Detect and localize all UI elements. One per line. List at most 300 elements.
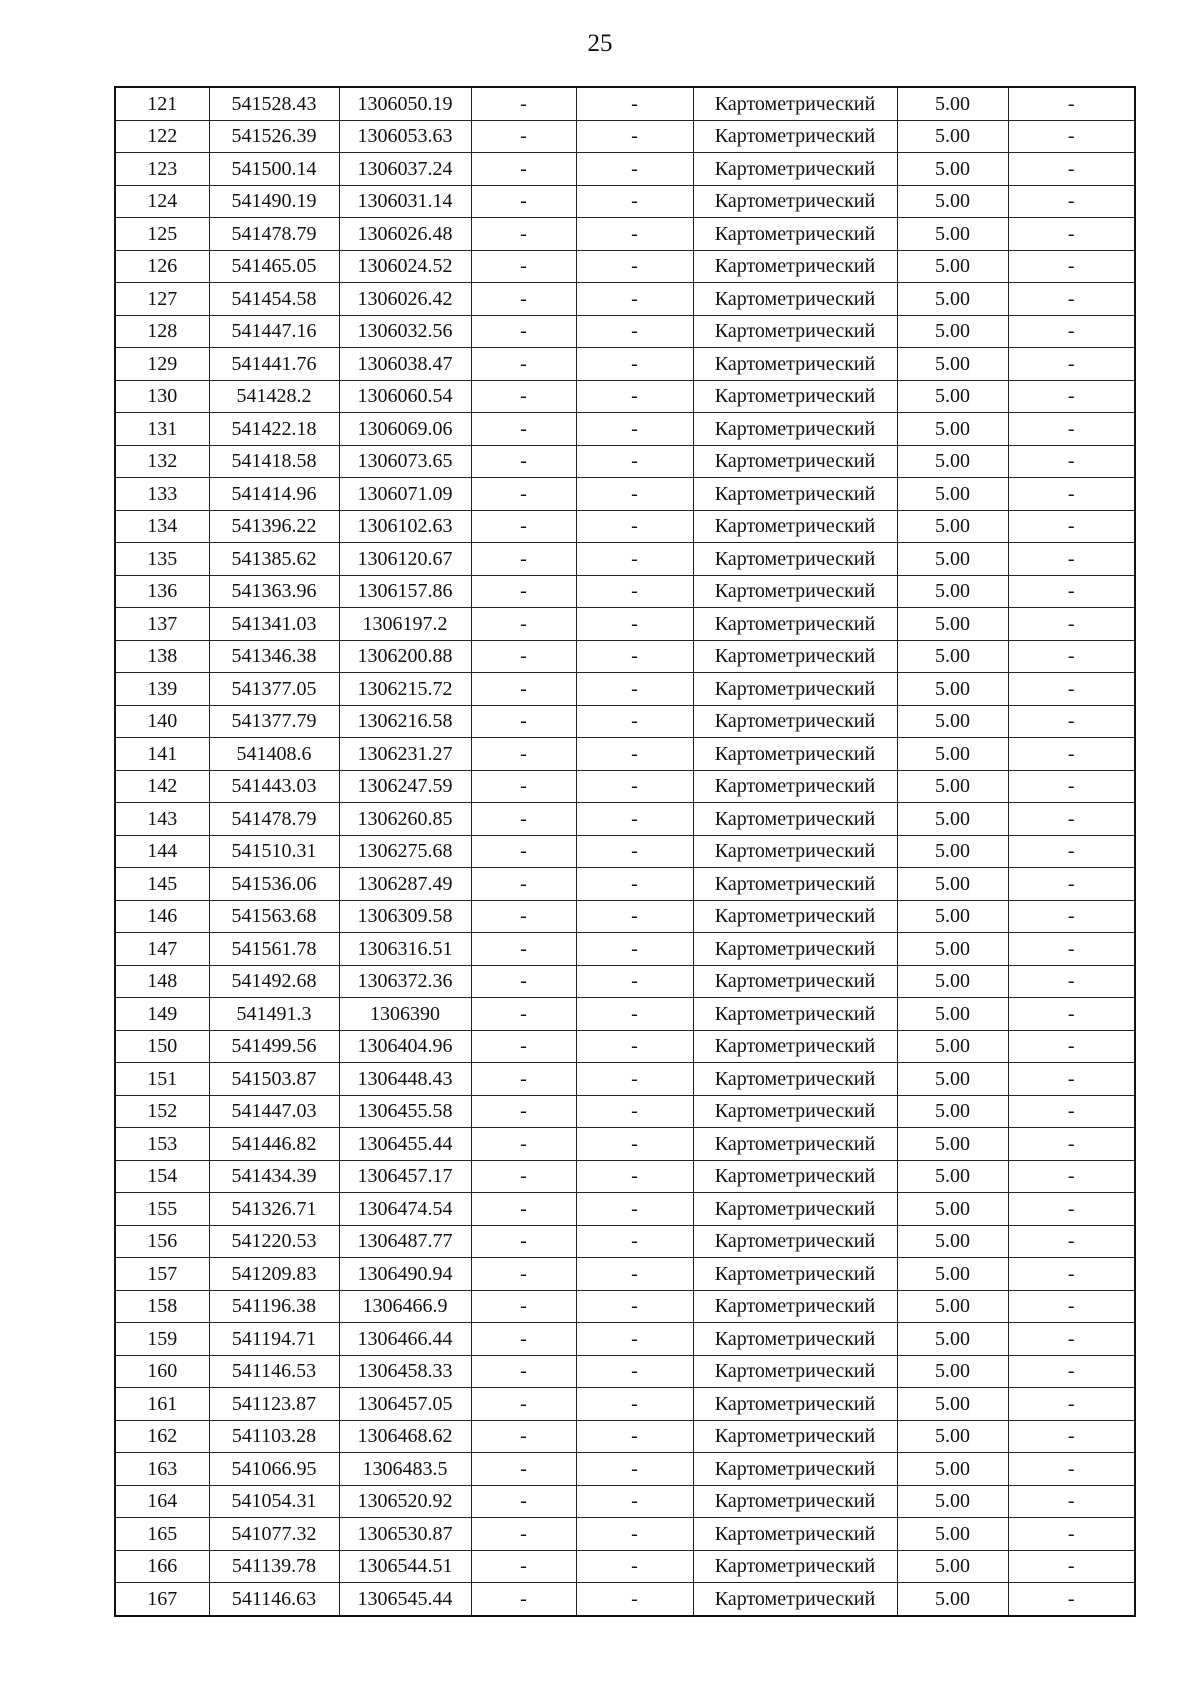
dash-cell: - xyxy=(576,1583,693,1616)
table-row xyxy=(115,1583,1135,1616)
point-number-cell: 143 xyxy=(115,803,209,836)
dash-cell: - xyxy=(471,933,576,966)
method-cell: Картометрический xyxy=(693,835,897,868)
dash-cell: - xyxy=(1008,835,1135,868)
dash-cell: - xyxy=(576,380,693,413)
dash-cell: - xyxy=(576,673,693,706)
point-number-cell: 141 xyxy=(115,738,209,771)
point-number-cell: 125 xyxy=(115,218,209,251)
dash-cell: - xyxy=(1008,770,1135,803)
table-row xyxy=(115,1355,1135,1388)
point-number-cell: 132 xyxy=(115,445,209,478)
table-row xyxy=(115,640,1135,673)
method-cell: Картометрический xyxy=(693,803,897,836)
x-coordinate-cell: 541363.96 xyxy=(209,575,339,608)
dash-cell: - xyxy=(576,413,693,446)
y-coordinate-cell: 1306032.56 xyxy=(339,315,471,348)
y-coordinate-cell: 1306483.5 xyxy=(339,1453,471,1486)
dash-cell: - xyxy=(1008,608,1135,641)
method-cell: Картометрический xyxy=(693,250,897,283)
accuracy-cell: 5.00 xyxy=(897,1290,1008,1323)
point-number-cell: 162 xyxy=(115,1420,209,1453)
dash-cell: - xyxy=(1008,315,1135,348)
method-cell: Картометрический xyxy=(693,705,897,738)
point-number-cell: 156 xyxy=(115,1225,209,1258)
y-coordinate-cell: 1306260.85 xyxy=(339,803,471,836)
method-cell: Картометрический xyxy=(693,1290,897,1323)
dash-cell: - xyxy=(1008,543,1135,576)
point-number-cell: 138 xyxy=(115,640,209,673)
y-coordinate-cell: 1306287.49 xyxy=(339,868,471,901)
dash-cell: - xyxy=(1008,705,1135,738)
dash-cell: - xyxy=(576,608,693,641)
dash-cell: - xyxy=(471,1453,576,1486)
dash-cell: - xyxy=(576,868,693,901)
point-number-cell: 134 xyxy=(115,510,209,543)
y-coordinate-cell: 1306316.51 xyxy=(339,933,471,966)
dash-cell: - xyxy=(1008,1388,1135,1421)
x-coordinate-cell: 541385.62 xyxy=(209,543,339,576)
dash-cell: - xyxy=(471,1128,576,1161)
x-coordinate-cell: 541447.03 xyxy=(209,1095,339,1128)
dash-cell: - xyxy=(576,1355,693,1388)
method-cell: Картометрический xyxy=(693,1550,897,1583)
dash-cell: - xyxy=(471,640,576,673)
table-row xyxy=(115,1453,1135,1486)
y-coordinate-cell: 1306053.63 xyxy=(339,120,471,153)
point-number-cell: 123 xyxy=(115,153,209,186)
point-number-cell: 130 xyxy=(115,380,209,413)
y-coordinate-cell: 1306455.44 xyxy=(339,1128,471,1161)
x-coordinate-cell: 541528.43 xyxy=(209,87,339,120)
y-coordinate-cell: 1306215.72 xyxy=(339,673,471,706)
point-number-cell: 164 xyxy=(115,1485,209,1518)
x-coordinate-cell: 541500.14 xyxy=(209,153,339,186)
y-coordinate-cell: 1306466.9 xyxy=(339,1290,471,1323)
table-row xyxy=(115,283,1135,316)
method-cell: Картометрический xyxy=(693,965,897,998)
accuracy-cell: 5.00 xyxy=(897,1583,1008,1616)
method-cell: Картометрический xyxy=(693,608,897,641)
y-coordinate-cell: 1306448.43 xyxy=(339,1063,471,1096)
dash-cell: - xyxy=(471,608,576,641)
x-coordinate-cell: 541454.58 xyxy=(209,283,339,316)
dash-cell: - xyxy=(1008,1323,1135,1356)
table-row xyxy=(115,185,1135,218)
point-number-cell: 137 xyxy=(115,608,209,641)
x-coordinate-cell: 541414.96 xyxy=(209,478,339,511)
dash-cell: - xyxy=(576,348,693,381)
x-coordinate-cell: 541341.03 xyxy=(209,608,339,641)
x-coordinate-cell: 541103.28 xyxy=(209,1420,339,1453)
dash-cell: - xyxy=(1008,153,1135,186)
point-number-cell: 158 xyxy=(115,1290,209,1323)
dash-cell: - xyxy=(576,478,693,511)
dash-cell: - xyxy=(576,315,693,348)
dash-cell: - xyxy=(471,900,576,933)
coordinates-table xyxy=(114,86,1136,1617)
dash-cell: - xyxy=(471,738,576,771)
method-cell: Картометрический xyxy=(693,1225,897,1258)
table-row xyxy=(115,1160,1135,1193)
dash-cell: - xyxy=(471,1030,576,1063)
accuracy-cell: 5.00 xyxy=(897,1030,1008,1063)
dash-cell: - xyxy=(471,413,576,446)
dash-cell: - xyxy=(576,1193,693,1226)
method-cell: Картометрический xyxy=(693,1193,897,1226)
table-row xyxy=(115,1225,1135,1258)
dash-cell: - xyxy=(576,640,693,673)
table-row xyxy=(115,1420,1135,1453)
table-row xyxy=(115,1258,1135,1291)
point-number-cell: 139 xyxy=(115,673,209,706)
dash-cell: - xyxy=(471,998,576,1031)
dash-cell: - xyxy=(471,1258,576,1291)
method-cell: Картометрический xyxy=(693,153,897,186)
dash-cell: - xyxy=(1008,348,1135,381)
method-cell: Картометрический xyxy=(693,120,897,153)
y-coordinate-cell: 1306050.19 xyxy=(339,87,471,120)
accuracy-cell: 5.00 xyxy=(897,1453,1008,1486)
point-number-cell: 159 xyxy=(115,1323,209,1356)
method-cell: Картометрический xyxy=(693,380,897,413)
dash-cell: - xyxy=(1008,283,1135,316)
point-number-cell: 145 xyxy=(115,868,209,901)
dash-cell: - xyxy=(576,1420,693,1453)
y-coordinate-cell: 1306520.92 xyxy=(339,1485,471,1518)
dash-cell: - xyxy=(1008,575,1135,608)
dash-cell: - xyxy=(1008,1583,1135,1616)
x-coordinate-cell: 541066.95 xyxy=(209,1453,339,1486)
y-coordinate-cell: 1306309.58 xyxy=(339,900,471,933)
y-coordinate-cell: 1306458.33 xyxy=(339,1355,471,1388)
x-coordinate-cell: 541428.2 xyxy=(209,380,339,413)
dash-cell: - xyxy=(576,705,693,738)
accuracy-cell: 5.00 xyxy=(897,445,1008,478)
accuracy-cell: 5.00 xyxy=(897,380,1008,413)
y-coordinate-cell: 1306457.05 xyxy=(339,1388,471,1421)
dash-cell: - xyxy=(576,1550,693,1583)
x-coordinate-cell: 541443.03 xyxy=(209,770,339,803)
x-coordinate-cell: 541561.78 xyxy=(209,933,339,966)
x-coordinate-cell: 541465.05 xyxy=(209,250,339,283)
x-coordinate-cell: 541196.38 xyxy=(209,1290,339,1323)
x-coordinate-cell: 541139.78 xyxy=(209,1550,339,1583)
dash-cell: - xyxy=(1008,1420,1135,1453)
y-coordinate-cell: 1306073.65 xyxy=(339,445,471,478)
y-coordinate-cell: 1306545.44 xyxy=(339,1583,471,1616)
accuracy-cell: 5.00 xyxy=(897,900,1008,933)
table-row xyxy=(115,835,1135,868)
table-row xyxy=(115,348,1135,381)
table-row xyxy=(115,673,1135,706)
dash-cell: - xyxy=(471,543,576,576)
method-cell: Картометрический xyxy=(693,933,897,966)
dash-cell: - xyxy=(576,1453,693,1486)
dash-cell: - xyxy=(576,1485,693,1518)
point-number-cell: 122 xyxy=(115,120,209,153)
dash-cell: - xyxy=(471,380,576,413)
dash-cell: - xyxy=(471,1583,576,1616)
table-row xyxy=(115,770,1135,803)
accuracy-cell: 5.00 xyxy=(897,348,1008,381)
dash-cell: - xyxy=(471,348,576,381)
method-cell: Картометрический xyxy=(693,1128,897,1161)
table-row xyxy=(115,738,1135,771)
point-number-cell: 135 xyxy=(115,543,209,576)
point-number-cell: 127 xyxy=(115,283,209,316)
dash-cell: - xyxy=(1008,640,1135,673)
table-row xyxy=(115,803,1135,836)
point-number-cell: 121 xyxy=(115,87,209,120)
dash-cell: - xyxy=(1008,803,1135,836)
table-row xyxy=(115,1128,1135,1161)
method-cell: Картометрический xyxy=(693,478,897,511)
method-cell: Картометрический xyxy=(693,218,897,251)
dash-cell: - xyxy=(1008,1453,1135,1486)
y-coordinate-cell: 1306275.68 xyxy=(339,835,471,868)
method-cell: Картометрический xyxy=(693,510,897,543)
dash-cell: - xyxy=(471,575,576,608)
accuracy-cell: 5.00 xyxy=(897,933,1008,966)
dash-cell: - xyxy=(1008,1128,1135,1161)
method-cell: Картометрический xyxy=(693,738,897,771)
x-coordinate-cell: 541054.31 xyxy=(209,1485,339,1518)
accuracy-cell: 5.00 xyxy=(897,1323,1008,1356)
dash-cell: - xyxy=(471,835,576,868)
dash-cell: - xyxy=(471,1388,576,1421)
x-coordinate-cell: 541478.79 xyxy=(209,218,339,251)
method-cell: Картометрический xyxy=(693,1030,897,1063)
table-row xyxy=(115,1485,1135,1518)
method-cell: Картометрический xyxy=(693,1160,897,1193)
y-coordinate-cell: 1306120.67 xyxy=(339,543,471,576)
accuracy-cell: 5.00 xyxy=(897,575,1008,608)
table-row xyxy=(115,87,1135,120)
method-cell: Картометрический xyxy=(693,575,897,608)
point-number-cell: 161 xyxy=(115,1388,209,1421)
dash-cell: - xyxy=(1008,1290,1135,1323)
dash-cell: - xyxy=(576,510,693,543)
table-row xyxy=(115,1193,1135,1226)
method-cell: Картометрический xyxy=(693,1388,897,1421)
table-row xyxy=(115,315,1135,348)
dash-cell: - xyxy=(576,835,693,868)
dash-cell: - xyxy=(1008,413,1135,446)
point-number-cell: 147 xyxy=(115,933,209,966)
y-coordinate-cell: 1306031.14 xyxy=(339,185,471,218)
accuracy-cell: 5.00 xyxy=(897,153,1008,186)
point-number-cell: 142 xyxy=(115,770,209,803)
point-number-cell: 136 xyxy=(115,575,209,608)
dash-cell: - xyxy=(471,1485,576,1518)
dash-cell: - xyxy=(1008,1160,1135,1193)
dash-cell: - xyxy=(576,1095,693,1128)
page-number: 25 xyxy=(587,30,613,57)
y-coordinate-cell: 1306197.2 xyxy=(339,608,471,641)
accuracy-cell: 5.00 xyxy=(897,185,1008,218)
y-coordinate-cell: 1306466.44 xyxy=(339,1323,471,1356)
accuracy-cell: 5.00 xyxy=(897,510,1008,543)
table-row xyxy=(115,608,1135,641)
x-coordinate-cell: 541194.71 xyxy=(209,1323,339,1356)
dash-cell: - xyxy=(471,1323,576,1356)
dash-cell: - xyxy=(1008,965,1135,998)
x-coordinate-cell: 541396.22 xyxy=(209,510,339,543)
accuracy-cell: 5.00 xyxy=(897,1095,1008,1128)
dash-cell: - xyxy=(1008,868,1135,901)
x-coordinate-cell: 541510.31 xyxy=(209,835,339,868)
method-cell: Картометрический xyxy=(693,1453,897,1486)
dash-cell: - xyxy=(1008,1225,1135,1258)
x-coordinate-cell: 541377.05 xyxy=(209,673,339,706)
x-coordinate-cell: 541326.71 xyxy=(209,1193,339,1226)
dash-cell: - xyxy=(471,87,576,120)
dash-cell: - xyxy=(1008,1258,1135,1291)
dash-cell: - xyxy=(576,933,693,966)
dash-cell: - xyxy=(1008,1518,1135,1551)
point-number-cell: 133 xyxy=(115,478,209,511)
dash-cell: - xyxy=(471,1355,576,1388)
point-number-cell: 155 xyxy=(115,1193,209,1226)
point-number-cell: 163 xyxy=(115,1453,209,1486)
point-number-cell: 160 xyxy=(115,1355,209,1388)
dash-cell: - xyxy=(576,1160,693,1193)
y-coordinate-cell: 1306216.58 xyxy=(339,705,471,738)
x-coordinate-cell: 541492.68 xyxy=(209,965,339,998)
dash-cell: - xyxy=(471,283,576,316)
accuracy-cell: 5.00 xyxy=(897,1485,1008,1518)
y-coordinate-cell: 1306071.09 xyxy=(339,478,471,511)
method-cell: Картометрический xyxy=(693,1518,897,1551)
dash-cell: - xyxy=(471,803,576,836)
accuracy-cell: 5.00 xyxy=(897,1518,1008,1551)
dash-cell: - xyxy=(471,868,576,901)
point-number-cell: 144 xyxy=(115,835,209,868)
dash-cell: - xyxy=(471,250,576,283)
table-row xyxy=(115,380,1135,413)
method-cell: Картометрический xyxy=(693,1583,897,1616)
dash-cell: - xyxy=(576,1518,693,1551)
dash-cell: - xyxy=(1008,1030,1135,1063)
dash-cell: - xyxy=(471,673,576,706)
method-cell: Картометрический xyxy=(693,445,897,478)
method-cell: Картометрический xyxy=(693,315,897,348)
x-coordinate-cell: 541220.53 xyxy=(209,1225,339,1258)
y-coordinate-cell: 1306487.77 xyxy=(339,1225,471,1258)
y-coordinate-cell: 1306037.24 xyxy=(339,153,471,186)
method-cell: Картометрический xyxy=(693,1323,897,1356)
dash-cell: - xyxy=(471,770,576,803)
y-coordinate-cell: 1306404.96 xyxy=(339,1030,471,1063)
dash-cell: - xyxy=(576,250,693,283)
y-coordinate-cell: 1306490.94 xyxy=(339,1258,471,1291)
point-number-cell: 150 xyxy=(115,1030,209,1063)
x-coordinate-cell: 541491.3 xyxy=(209,998,339,1031)
table-row xyxy=(115,1095,1135,1128)
method-cell: Картометрический xyxy=(693,1258,897,1291)
x-coordinate-cell: 541377.79 xyxy=(209,705,339,738)
dash-cell: - xyxy=(576,445,693,478)
dash-cell: - xyxy=(471,1225,576,1258)
table-row xyxy=(115,1063,1135,1096)
dash-cell: - xyxy=(471,120,576,153)
method-cell: Картометрический xyxy=(693,348,897,381)
point-number-cell: 140 xyxy=(115,705,209,738)
y-coordinate-cell: 1306102.63 xyxy=(339,510,471,543)
table-row xyxy=(115,250,1135,283)
dash-cell: - xyxy=(1008,380,1135,413)
accuracy-cell: 5.00 xyxy=(897,803,1008,836)
dash-cell: - xyxy=(1008,933,1135,966)
accuracy-cell: 5.00 xyxy=(897,87,1008,120)
coordinates-table-body xyxy=(115,87,1135,1616)
point-number-cell: 148 xyxy=(115,965,209,998)
point-number-cell: 153 xyxy=(115,1128,209,1161)
accuracy-cell: 5.00 xyxy=(897,965,1008,998)
point-number-cell: 129 xyxy=(115,348,209,381)
dash-cell: - xyxy=(576,803,693,836)
table-row xyxy=(115,120,1135,153)
method-cell: Картометрический xyxy=(693,87,897,120)
y-coordinate-cell: 1306474.54 xyxy=(339,1193,471,1226)
table-row xyxy=(115,1323,1135,1356)
table-row xyxy=(115,1030,1135,1063)
dash-cell: - xyxy=(1008,738,1135,771)
accuracy-cell: 5.00 xyxy=(897,1420,1008,1453)
table-row xyxy=(115,1518,1135,1551)
accuracy-cell: 5.00 xyxy=(897,998,1008,1031)
dash-cell: - xyxy=(471,153,576,186)
dash-cell: - xyxy=(576,543,693,576)
table-row xyxy=(115,1290,1135,1323)
accuracy-cell: 5.00 xyxy=(897,543,1008,576)
y-coordinate-cell: 1306200.88 xyxy=(339,640,471,673)
dash-cell: - xyxy=(471,478,576,511)
accuracy-cell: 5.00 xyxy=(897,1128,1008,1161)
point-number-cell: 166 xyxy=(115,1550,209,1583)
dash-cell: - xyxy=(471,445,576,478)
y-coordinate-cell: 1306231.27 xyxy=(339,738,471,771)
x-coordinate-cell: 541563.68 xyxy=(209,900,339,933)
point-number-cell: 165 xyxy=(115,1518,209,1551)
point-number-cell: 151 xyxy=(115,1063,209,1096)
point-number-cell: 167 xyxy=(115,1583,209,1616)
y-coordinate-cell: 1306069.06 xyxy=(339,413,471,446)
accuracy-cell: 5.00 xyxy=(897,705,1008,738)
dash-cell: - xyxy=(576,1128,693,1161)
dash-cell: - xyxy=(576,1030,693,1063)
accuracy-cell: 5.00 xyxy=(897,673,1008,706)
y-coordinate-cell: 1306026.48 xyxy=(339,218,471,251)
dash-cell: - xyxy=(576,575,693,608)
method-cell: Картометрический xyxy=(693,1095,897,1128)
x-coordinate-cell: 541146.53 xyxy=(209,1355,339,1388)
dash-cell: - xyxy=(576,87,693,120)
accuracy-cell: 5.00 xyxy=(897,868,1008,901)
dash-cell: - xyxy=(1008,87,1135,120)
point-number-cell: 131 xyxy=(115,413,209,446)
dash-cell: - xyxy=(471,1550,576,1583)
dash-cell: - xyxy=(471,1095,576,1128)
dash-cell: - xyxy=(1008,120,1135,153)
method-cell: Картометрический xyxy=(693,1355,897,1388)
x-coordinate-cell: 541447.16 xyxy=(209,315,339,348)
dash-cell: - xyxy=(471,315,576,348)
dash-cell: - xyxy=(1008,1355,1135,1388)
accuracy-cell: 5.00 xyxy=(897,1193,1008,1226)
y-coordinate-cell: 1306060.54 xyxy=(339,380,471,413)
